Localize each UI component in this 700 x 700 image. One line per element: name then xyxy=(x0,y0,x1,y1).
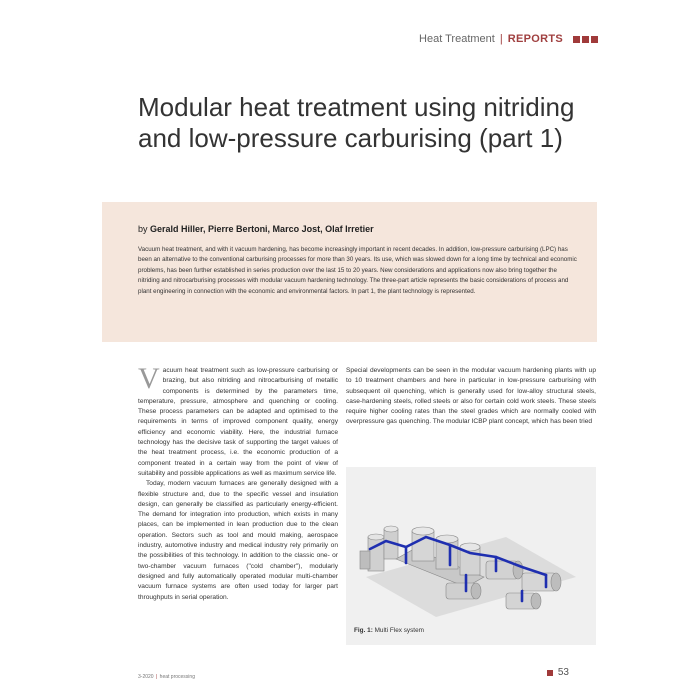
paragraph-1-text: acuum heat treatment such as low-pressure carburising or brazing, but also nitriding and nitrocarburising of metallic components is determined by the parameters time, temperature, pressure, atmosphere and quenching or cooling. These process parameters can be adapted and optimised to the requirements in terms of improved component quality, energy efficiency and economic viability. Here, the industrial furnace technology has the decisive task of supporting the target values of the heat treatment process, i.e. the economic production of a component treated in a certain way from the point of view of suitability and possible applications as well as maximum service life. xyxy=(138,367,338,477)
figure-1 xyxy=(346,467,596,645)
header-separator: | xyxy=(499,33,503,45)
footer-page xyxy=(547,667,569,678)
figure-label: Fig. 1: xyxy=(354,627,373,634)
page-square-icon xyxy=(547,670,553,676)
page-number: 53 xyxy=(557,667,569,678)
authors: Gerald Hiller, Pierre Bertoni, Marco Jost, Olaf Irretier xyxy=(150,224,374,234)
body-column-right xyxy=(346,366,596,428)
abstract-box xyxy=(102,202,597,342)
running-header xyxy=(419,33,598,45)
journal-name: heat processing xyxy=(159,674,195,680)
abstract-text: Vacuum heat treatment, and with it vacuum hardening, has become increasingly important in recent decades. In addition, low-pressure carburising (LPC) has been an alternative to the conventional carburising processes for more than 30 years. Its use, which was slowed down for a long time by technical and economic problems, has been further established in series production over the last 15 to 20 years. New considerations and applications now also bring together the nitriding and nitrocarburising processes with modular vacuum hardening technology. The three-part article represents the basic considerations of process and plant engineering in connection with the economic and environmental factors. In part 1, the plant technology is represented. xyxy=(138,246,577,295)
header-squares-icon xyxy=(571,36,598,43)
byline-prefix: by xyxy=(138,224,151,234)
article-title: Modular heat treatment using nitriding and low-pressure carburising (part 1) xyxy=(138,92,575,153)
byline xyxy=(138,224,577,234)
figure-caption xyxy=(354,627,424,634)
paragraph-2: Today, modern vacuum furnaces are generally designed with a flexible structure and, due to the specific vessel and insulation design, can generally be classified as particularly energy-efficient. The demand for integration into production, which exists in many places, can be implemented in lean production due to the clean operation. Sectors such as tool and mould making, aerospace industry, automotive industry and medical industry rely primarily on the possibilities of this technology. In addition to the classic one- or two-chamber vacuum furnaces ("cold chamber"), modularly designed and fully automatically operated modular multi-chamber vacuum furnace systems are often used today for larger part throughputs in serial operation. xyxy=(138,480,338,601)
figure-caption-text: Multi Flex system xyxy=(372,627,424,634)
issue-number: 3-2020 xyxy=(138,674,154,680)
section-name: Heat Treatment xyxy=(419,33,495,45)
multi-flex-system-illustration xyxy=(346,467,596,645)
body-column-left xyxy=(138,362,338,603)
footer-issue xyxy=(138,674,195,680)
drop-cap: V xyxy=(138,362,160,395)
footer-separator: | xyxy=(155,674,158,680)
paragraph-1 xyxy=(138,362,338,479)
category-name: REPORTS xyxy=(507,33,563,45)
paragraph-3: Special developments can be seen in the modular vacuum hardening plants with up to 10 treatment chambers and here in particular in low-pressure carburising with subsequent oil quenching, which is generally used for low-alloy structural steels, case-hardening steels, rolled steels or also for certain cold work steels. These steels require higher cooling rates than the steel grades which are normally cooled with overpressure gas quenching. The modular ICBP plant concept, which has been tried xyxy=(346,367,596,426)
